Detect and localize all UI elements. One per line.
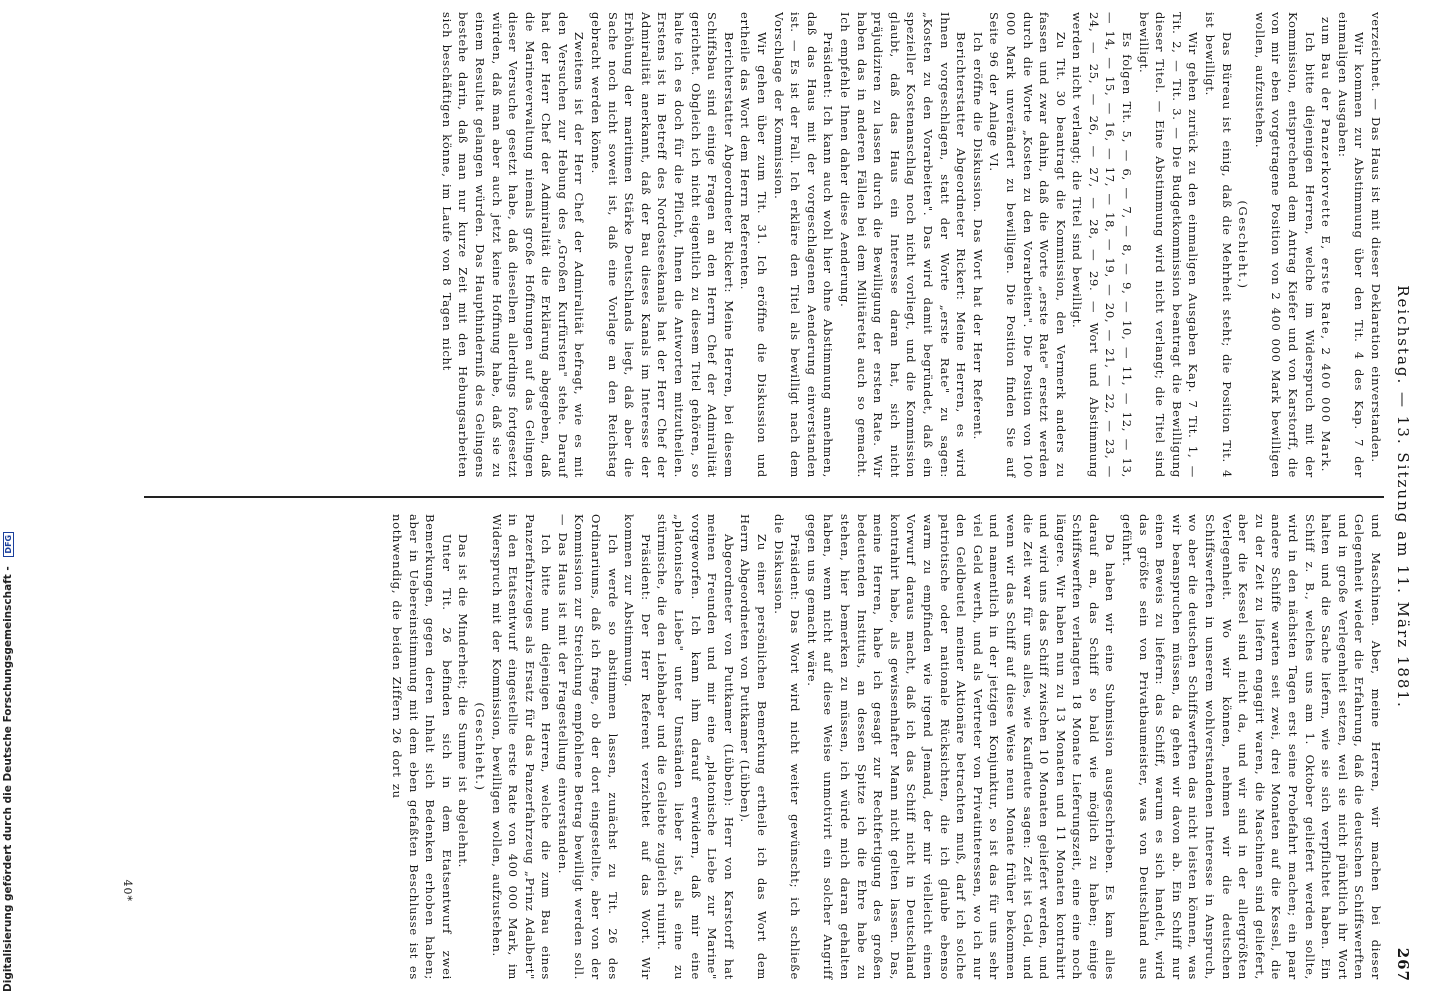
paragraph: Präsident: Ich kann auch wohl hier ohne Abstimmung annehmen, daß das Haus mit der vorgeschlagenen Aenderung einverstanden ist. — Es ist der Fall. Ich erkläre den Titel als bewilligt nach dem Vorschlage der Kommission. [771, 12, 836, 478]
paragraph: Abgeordneter von Puttkamer (Lübben): Herr von Karstorff hat meinen Freunden und mir eine „platonische Liebe zur Marine" vorgeworfen. Ich kann ihm darauf erwidern, daß mir eine „platonische Liebe" unter Umständen lieber ist, als eine zu stürmische, die den Liebhaber und die Geliebte zugleich ruinirt. [655, 514, 736, 980]
text-column-right [139, 514, 1384, 980]
paragraph: verzeichnet. — Das Haus ist mit dieser Deklaration einverstanden. [1369, 12, 1383, 463]
column-divider [144, 496, 1384, 498]
paragraph: Zweitens ist der Herr Chef der Admiralität befragt, wie es mit den Versuchen zur Hebung des „Großen Kurfürsten" stehe. Darauf hat der Herr Chef der Admiralität die Erklärung abgegeben, daß die Marineverwaltung niemals große Hoffnungen auf das Gelingen dieser Versuche gesetzt habe, daß dieselben allerdings fortgesetzt würden, daß man aber auch jetzt keine Hoffnung habe, daß sie zu einem Resultat gelangen würden. Das Haupthinderniß des Gelingens bestehe darin, daß man nur kurze Zeit mit den Hebungsarbeiten sich beschäftigen könne, im Laufe von 8 Tagen nicht [439, 12, 587, 478]
credit-text: Digitalisierung gefördert durch die Deutsche Forschungsgemeinschaft - [2, 566, 14, 992]
stage-direction: (Geschieht.) [472, 702, 487, 792]
paragraph: Wir gehen zurück zu den einmaligen Ausgaben Kap. 7 Tit. 1, — Tit. 2, — Tit. 3. — Die Budgetkommission beantragt die Bewilligung dieser Titel. — Eine Abstimmung wird nicht verlangt; die Titel sind bewilligt. [1136, 12, 1201, 478]
paragraph: Ich eröffne die Diskussion. Das Wort hat der Herr Referent. [970, 32, 985, 440]
scanned-page [14, 12, 1422, 982]
paragraph: Da haben wir eine Submission ausgeschrieben. Es kam alles darauf an, das Schiff so bald wie möglich zu haben; einige Schiffswerften verlangten 18 Monate Lieferungszeit, eine eine noch längere. Wir haben nun zu 13 Monaten und 11 Monaten kontrahirt und wird uns das Schiff zwischen 10 Monaten geliefert werden, und die Zeit war für uns alles, wie Kaufleute sagen: Zeit ist Geld, und wenn wir das Schiff auf diese Weise neun Monate früher bekommen und namentlich in der jetzigen Konjunktur, so ist das für uns sehr viel Geld werth, und als Vertreter von Privatinteressen, wo ich nur den Geldbeutel meiner Aktionäre betrachten muß, darf ich solche patriotische oder nationale Rücksichten, die ich glaube ebenso warm zu empfinden wie irgend Jemand, der mir vielleicht einen Vorwurf daraus macht, daß ich das Schiff nicht in Deutschland kontrahirt habe, als gewissenhafter Mann nicht gelten lassen. Das, meine Herren, habe ich gesagt zur Rechtfertigung des großen bedeutenden Instituts, an dessen Spitze ich die Ehre habe zu stehen, hier bemerken zu müssen, ich würde mich daran gehalten haben, wenn nicht auf diese Weise unmotivirt ein solcher Angriff gegen uns gemacht wäre. [804, 514, 1118, 980]
stage-direction: (Geschieht.) [1236, 200, 1251, 290]
page-header [1386, 12, 1412, 982]
paragraph: zum Bau der Panzerkorvette E, erste Rate, 2 400 000 Mark. [1319, 17, 1334, 473]
page-number: 267 [1394, 947, 1412, 982]
signature-mark: 40* [121, 879, 134, 902]
paragraph: Berichterstatter Abgeordneter Rickert: Meine Herren, bei diesem Schiffsbau sind einige Fragen an den Herrn Chef der Admiralität gerichtet. Obgleich ich nicht eigentlich zu diesem Titel gehören, so halte ich es doch für die Pflicht, Ihnen die Antworten mitzutheilen. Erstens ist in Betreff des Nordostseekanals hat der Herr Chef der Admiralität anerkannt, daß der Bau dieses Kanals im Interesse der Erhöhung der maritimen Stärke Deutschlands liegt, daß aber die Sache noch nicht soweit ist, daß eine Vorlage an den Reichstag gebracht werden könne. [589, 12, 736, 478]
paragraph: Wir gehen über zum Tit. 31. Ich eröffne die Diskussion und ertheile das Wort dem Herrn Referenten. [738, 12, 770, 478]
paragraph: Wir kommen zur Abstimmung über den Tit. 4 des Kap. 7 der einmaligen Ausgaben: [1335, 12, 1367, 478]
running-title: Reichstag. — 13. Sitzung am 11. März 1881. [1394, 285, 1412, 709]
paragraph: Präsident: Der Herr Referent verzichtet auf das Wort. Wir kommen zur Abstimmung. [622, 514, 653, 980]
paragraph: Berichterstatter Abgeordneter Rickert: Meine Herren, es wird Ihnen vorgeschlagen, statt der Worte „erste Rate" zu sagen: „Kosten zu den Vorarbeiten". Das wird damit begründet, daß ein spezieller Kostenanschlag noch nicht vorliegt, und die Kommission glaubt, daß das Haus ein Interesse daran hat, sich nicht präjudiziren zu lassen durch die Bewilligung der ersten Rate. Wir haben das in anderen Fällen bei dem Militäretat auch so gemacht. Ich empfehle Ihnen daher diese Aenderung. [838, 12, 969, 478]
paragraph: Das Büreau ist einig, daß die Mehrheit steht; die Position Tit. 4 ist bewilligt. [1203, 12, 1234, 478]
paragraph: Ich bitte diejenigen Herren, welche im Widerspruch mit der Kommission, entsprechend dem Antrag Kiefer und von Karstorff, die von mir eben vorgetragene Position von 2 400 000 Mark bewilligen wollen, aufzustehen. [1252, 12, 1317, 478]
paragraph: Präsident: Das Wort wird nicht weiter gewünscht; ich schließe die Diskussion. [771, 514, 803, 980]
paragraph: Es folgen Tit. 5, — 6, — 7, — 8, — 9, — 10, — 11, — 12, — 13, — 14, — 15, — 16, — 17, — 18, — 19, — 20, — 21, — 22, — 23, — 24, — 25, — 26, — 27, — 28, — 29. — Wort und Abstimmung werden nicht verlangt; die Titel sind bewilligt. [1070, 12, 1135, 478]
digitization-credit [0, 0, 32, 1000]
paragraph: Zu Tit. 30 beantragt die Kommission, den Vermerk anders zu fassen und zwar dahin, daß die Worte „erste Rate" ersetzt werden durch die Worte „Kosten zu den Vorarbeiten". Die Position von 100 000 Mark unverändert zu bewilligen. Die Position finden Sie auf Seite 96 der Anlage VI. [987, 12, 1068, 478]
paragraph: Unter Tit. 26 befinden sich in dem Etatsentwurf zwei Bemerkungen, gegen deren Inhalt sich Bedenken erhoben haben; aber in Uebereinstimmung mit dem eben gefaßten Beschlusse ist es nothwendig, die beiden Ziffern 26 dort zu [389, 514, 454, 980]
paragraph: und Maschinen. Aber, meine Herren, wir machen bei dieser Gelegenheit wieder die Erfahrung, daß die deutschen Schiffswerften und in große Verlegenheit setzen, weil sie nicht pünktlich ihr Wort halten und die Sache liefern, wie sie sich verpflichtet haben. Ein Schiff z. B., welches uns am 1. Oktober geliefert werden sollte, wird in den nächsten Tagen erst seine Probefahrt machen; ein paar andere Schiffe warten seit zwei, drei Monaten auf die Kessel, die zu der Zeit zu liefern engagirt waren, die Maschinen sind geliefert, aber die Kessel sind nicht da, und wir sind in der allergrößten Verlegenheit. Wo wir können, nehmen wir die deutschen Schiffswerften in unserem wohlverstandenen Interesse in Anspruch, wo aber die deutschen Schiffswerften das nicht leisten können, was wir beanspruchen müssen, da gehen wir davon ab. Ein Schiff nur einen Beweis zu liefern: das Schiff, warum es sich handelt, wird das größte sein von Privatbaumeister, was von Deutschland aus geführt. [1120, 514, 1383, 980]
paragraph: Das ist die Minderheit; die Summe ist abgelehnt. [456, 534, 471, 869]
dfg-logo-icon[interactable]: DFG [3, 532, 14, 557]
paragraph: Ich bitte nun diejenigen Herren, welche die zum Bau eines Panzerfahrzeuges als Ersatz für das Panzerfahrzeug „Prinz Adalbert" in den Etatsentwurf eingestellte erste Rate von 400 000 Mark, im Widerspruch mit der Kommission, bewilligen wollen, aufzustehen. [489, 514, 554, 980]
paragraph: Ich werde so abstimmen lassen, zunächst zu Tit. 26 des Ordinariums, daß ich frage, ob der dort eingestellte, aber von der Kommission zur Streichung empfohlene Betrag bewilligt werden soll. — Das Haus ist mit der Fragestellung einverstanden. [555, 514, 620, 980]
text-column-left [139, 12, 1384, 478]
paragraph: Zu einer persönlichen Bemerkung ertheile ich das Wort dem Herrn Abgeordneten von Puttkamer (Lübben). [738, 514, 770, 980]
